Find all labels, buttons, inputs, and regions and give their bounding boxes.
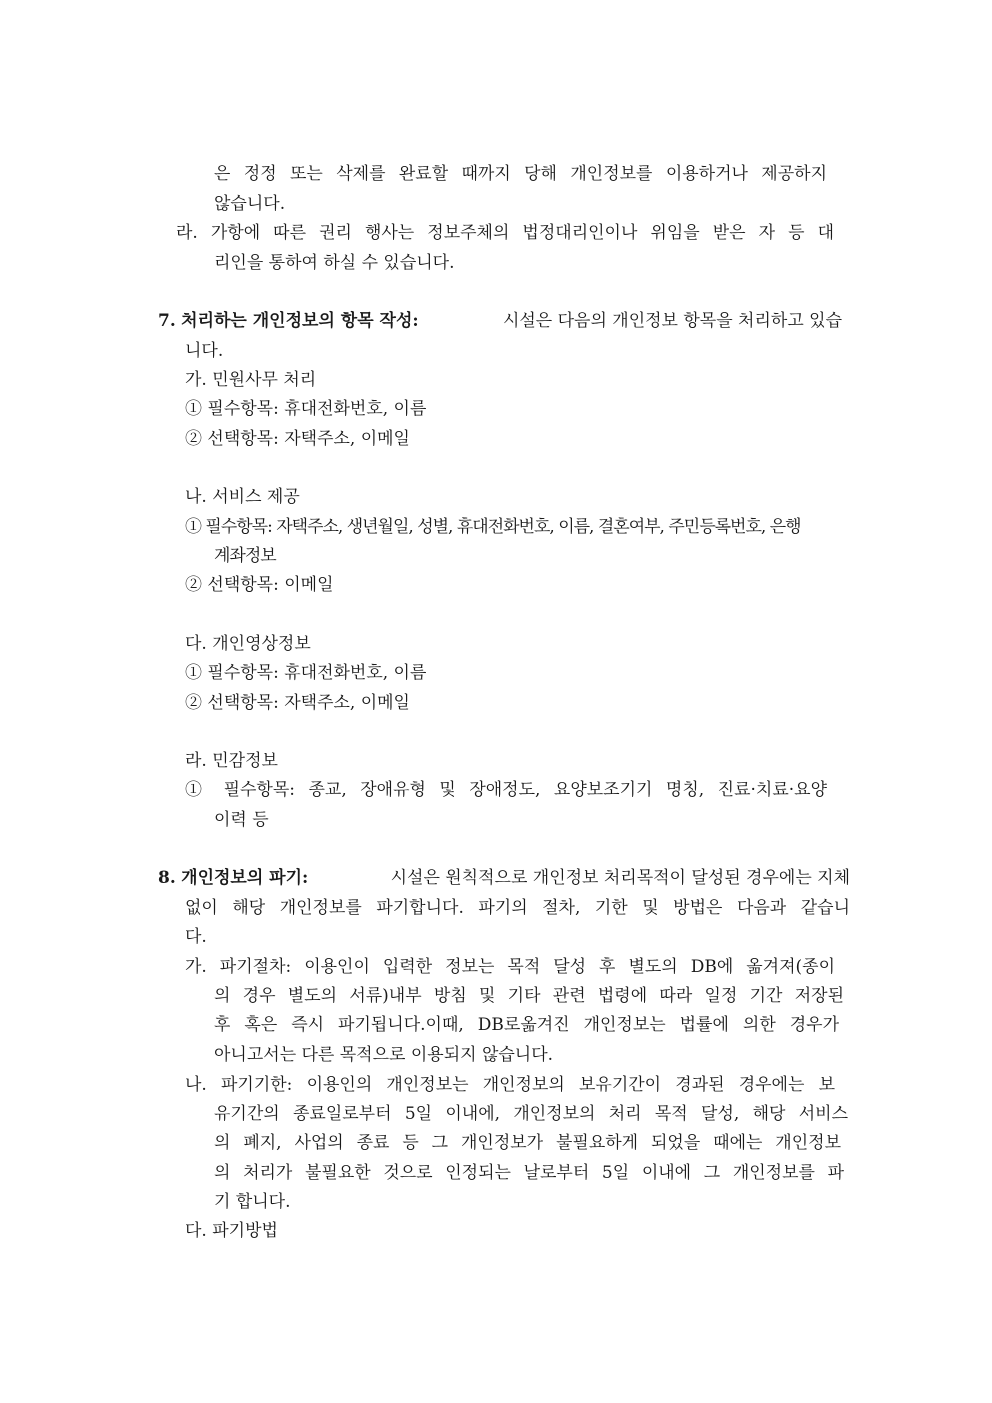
- list-item: 유기간의 종료일로부터 5일 이내에, 개인정보의 처리 목적 달성, 해당 서비스: [214, 1104, 848, 1124]
- list-item: ① 필수항목: 휴대전화번호, 이름: [185, 663, 427, 683]
- text-line: 라. 가항에 따른 권리 행사는 정보주체의 법정대리인이나 위임을 받은 자 등 대: [176, 223, 834, 243]
- list-item: ② 선택항목: 자택주소, 이메일: [185, 693, 410, 713]
- text-line: 없이 해당 개인정보를 파기합니다. 파기의 절차, 기한 및 방법은 다음과 같습니: [185, 898, 850, 918]
- list-item: ① 필수항목: 휴대전화번호, 이름: [185, 399, 427, 419]
- subsection-title: 가. 민원사무 처리: [185, 370, 317, 390]
- list-item: 이력 등: [214, 810, 269, 830]
- section-8-heading: [158, 867, 850, 889]
- list-item: ① 필수항목: 자택주소, 생년월일, 성별, 휴대전화번호, 이름, 결혼여부, 주민등록번호, 은행: [185, 517, 801, 537]
- list-item: 후 혹은 즉시 파기됩니다.이때, DB로옮겨진 개인정보는 법률에 의한 경우가: [214, 1015, 839, 1035]
- section-title: 개인정보의 파기:: [181, 868, 309, 888]
- text-line: 은 정정 또는 삭제를 완료할 때까지 당해 개인정보를 이용하거나 제공하지: [214, 164, 827, 184]
- list-item: 가. 파기절차: 이용인이 입력한 정보는 목적 달성 후 별도의 DB에 옮겨져(종이: [185, 957, 835, 977]
- subsection-title: 라. 민감정보: [185, 751, 278, 771]
- section-intro: 시설은 다음의 개인정보 항목을 처리하고 있습: [502, 311, 842, 331]
- section-number: 8.: [158, 868, 176, 888]
- list-item: 아니고서는 다른 목적으로 이용되지 않습니다.: [214, 1045, 554, 1065]
- list-item: 계좌정보: [214, 546, 276, 566]
- text-line: 리인을 통하여 하실 수 있습니다.: [214, 253, 455, 273]
- subsection-title: 다. 파기방법: [185, 1221, 278, 1241]
- section-number: 7.: [158, 311, 176, 331]
- list-item: 나. 파기기한: 이용인의 개인정보는 개인정보의 보유기간이 경과된 경우에는 보: [185, 1075, 835, 1095]
- list-item: ① 필수항목: 종교, 장애유형 및 장애정도, 요양보조기기 명칭, 진료·치료·요양: [185, 780, 827, 800]
- list-item: ② 선택항목: 자택주소, 이메일: [185, 429, 410, 449]
- subsection-title: 나. 서비스 제공: [185, 487, 300, 507]
- text-line: 않습니다.: [214, 194, 286, 214]
- text-line: 니다.: [185, 341, 224, 361]
- list-item: 의 경우 별도의 서류)내부 방침 및 기타 관련 법령에 따라 일정 기간 저장된: [214, 986, 844, 1006]
- section-intro: 시설은 원칙적으로 개인정보 처리목적이 달성된 경우에는 지체: [390, 868, 850, 888]
- subsection-title: 다. 개인영상정보: [185, 634, 311, 654]
- list-item: 의 처리가 불필요한 것으로 인정되는 날로부터 5일 이내에 그 개인정보를 파: [214, 1163, 844, 1183]
- list-item: ② 선택항목: 이메일: [185, 575, 334, 595]
- section-title: 처리하는 개인정보의 항목 작성:: [181, 311, 419, 331]
- list-item: 의 폐지, 사업의 종료 등 그 개인정보가 불필요하게 되었을 때에는 개인정보: [214, 1133, 841, 1153]
- text-line: 다.: [185, 927, 207, 947]
- list-item: 기 합니다.: [214, 1192, 291, 1212]
- section-7-heading: [158, 310, 842, 332]
